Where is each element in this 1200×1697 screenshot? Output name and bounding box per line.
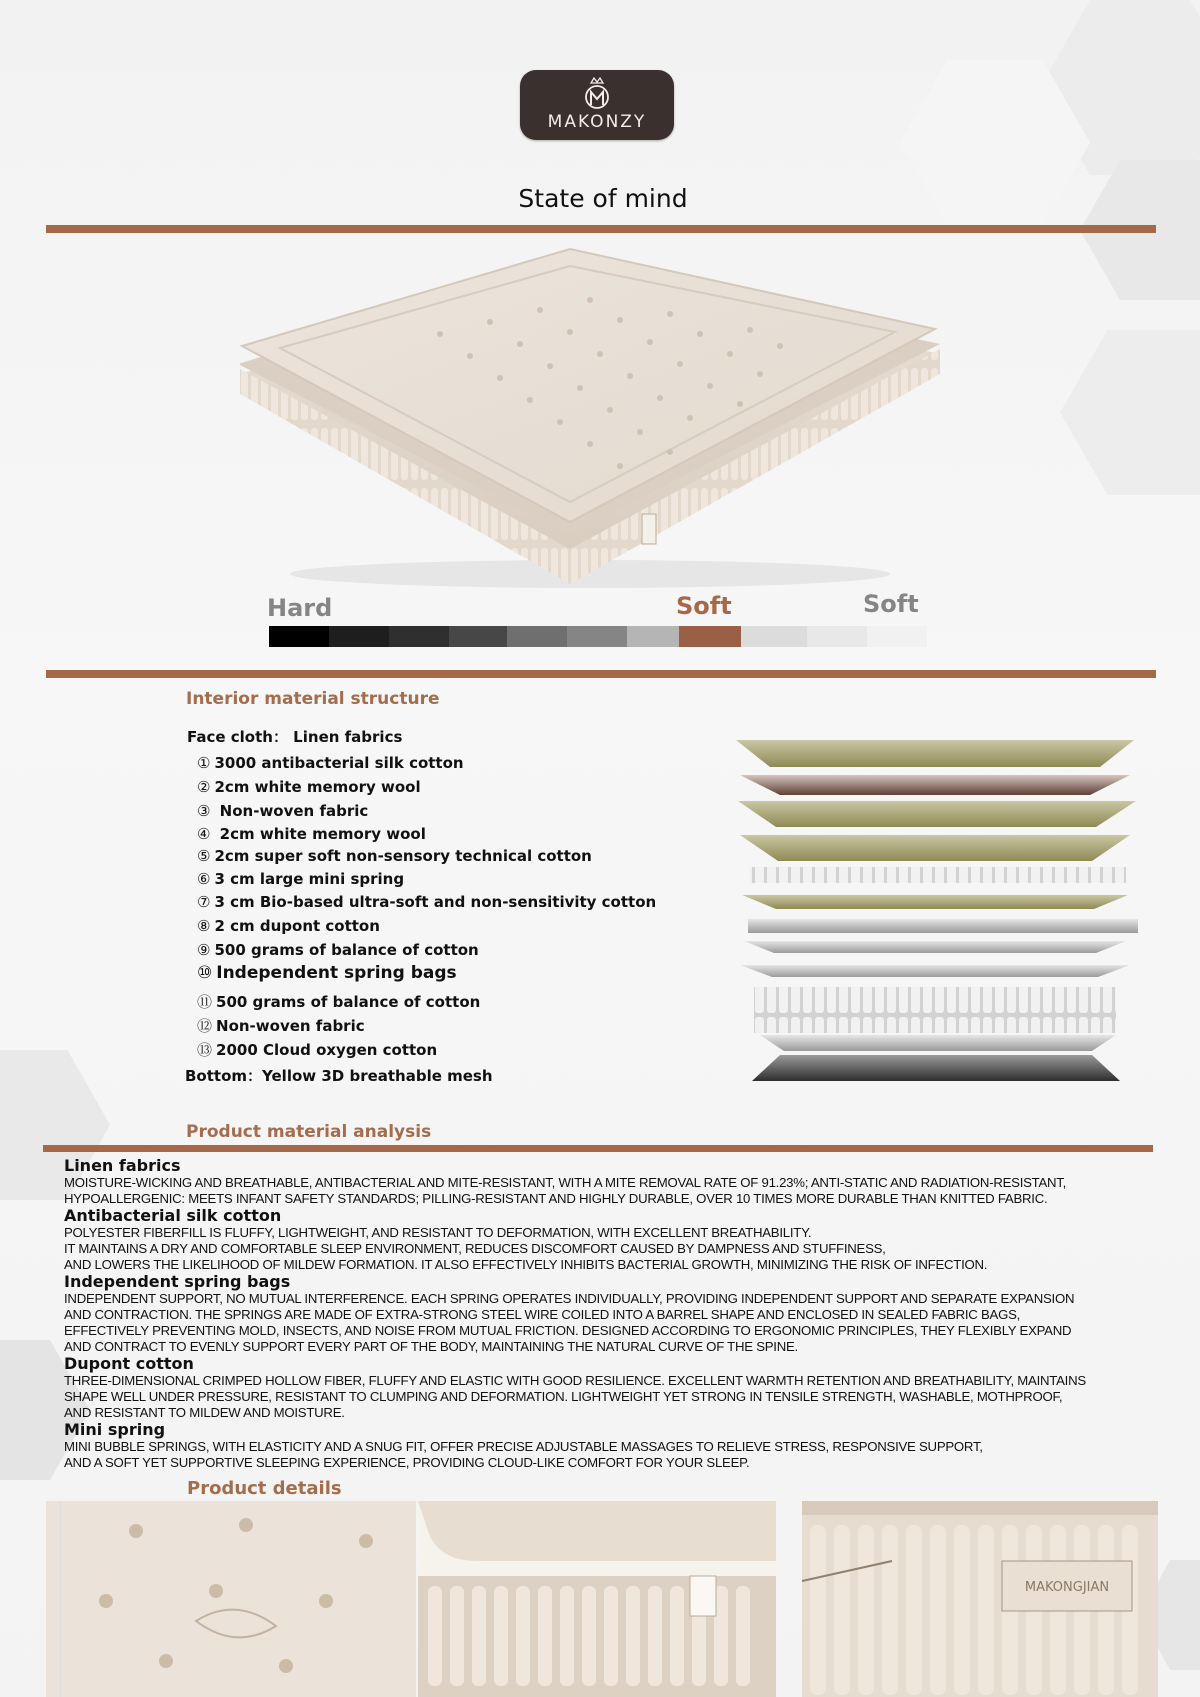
firmness-segment bbox=[507, 626, 567, 647]
structure-item-text: 2000 Cloud oxygen cotton bbox=[216, 1041, 438, 1059]
analysis-block bbox=[64, 1157, 1164, 1207]
analysis-block-line: THREE-DIMENSIONAL CRIMPED HOLLOW FIBER, FLUFFY AND ELASTIC WITH GOOD RESILIENCE. EXCELLENT WARMTH RETENTION AND BREATHABILITY, MAINTAINS bbox=[64, 1373, 1086, 1388]
analysis-block-line: AND CONTRACTION. THE SPRINGS ARE MADE OF EXTRA-STRONG STEEL WIRE COILED INTO A BARREL SHAPE AND ENCLOSED IN SEALED FABRIC BAGS, bbox=[64, 1307, 1021, 1322]
analysis-block-line: AND CONTRACT TO EVENLY SUPPORT EVERY PART OF THE BODY, MAINTAINING THE NATURAL CURVE OF THE SPINE. bbox=[64, 1339, 798, 1354]
analysis-block bbox=[64, 1207, 1164, 1273]
structure-item-number: ⑬ bbox=[197, 1041, 213, 1059]
analysis-block-line: INDEPENDENT SUPPORT, NO MUTUAL INTERFERENCE. EACH SPRING OPERATES INDIVIDUALLY, PROVIDING INDEPENDENT SUPPORT AND SEPARATE EXPANSION bbox=[64, 1291, 1075, 1306]
mattress-image bbox=[240, 244, 940, 594]
structure-item-number: ① bbox=[197, 754, 211, 772]
structure-item bbox=[197, 847, 592, 865]
structure-item bbox=[197, 754, 464, 772]
detail-photo-side bbox=[802, 1501, 1158, 1697]
analysis-block bbox=[64, 1273, 1164, 1355]
structure-item-text: 500 grams of balance of cotton bbox=[216, 993, 481, 1011]
analysis-block bbox=[64, 1355, 1164, 1421]
structure-item-number: ⑫ bbox=[197, 1017, 213, 1035]
structure-item bbox=[197, 825, 426, 843]
analysis-block-line: MOISTURE-WICKING AND BREATHABLE, ANTIBACTERIAL AND MITE-RESISTANT, WITH A MITE REMOVAL RATE OF 91.23%; ANTI-STATIC AND RADIATION-RESISTANT, bbox=[64, 1175, 1067, 1190]
brand-name: MAKONZY bbox=[547, 112, 647, 132]
analysis-block-title: Mini spring bbox=[64, 1420, 166, 1439]
structure-item bbox=[197, 1015, 365, 1036]
firmness-segment bbox=[567, 626, 627, 647]
bottom-label: Bottom：Yellow 3D breathable mesh bbox=[185, 1067, 493, 1085]
firmness-segment bbox=[807, 626, 867, 647]
structure-item bbox=[197, 1039, 437, 1060]
details-heading: Product details bbox=[187, 1478, 342, 1499]
firmness-scale bbox=[269, 626, 927, 647]
structure-item-text: 500 grams of balance of cotton bbox=[214, 941, 479, 959]
firmness-segment bbox=[329, 626, 389, 647]
firmness-segment bbox=[627, 626, 679, 647]
page-headline: State of mind bbox=[518, 184, 688, 213]
structure-item-text: 3 cm large mini spring bbox=[214, 870, 405, 888]
firmness-selected-label: Soft bbox=[676, 592, 732, 620]
structure-item-number: ⑪ bbox=[197, 993, 213, 1011]
divider bbox=[43, 1145, 1153, 1152]
structure-item-text: Independent spring bags bbox=[216, 963, 457, 983]
structure-item bbox=[197, 778, 421, 796]
divider bbox=[46, 670, 1156, 678]
background-hexagon bbox=[1060, 330, 1200, 495]
structure-item bbox=[197, 917, 380, 935]
detail-photo-label: MAKONGJIAN bbox=[1024, 1580, 1110, 1595]
structure-item bbox=[197, 963, 457, 983]
structure-item-text: Non-woven fabric bbox=[214, 802, 369, 820]
analysis-block-line: EFFECTIVELY PREVENTING MOLD, INSECTS, AND NOISE FROM MUTUAL FRICTION. DESIGNED ACCORDING TO ERGONOMIC PRINCIPLES, THEY FLEXIBLY EXPAND bbox=[64, 1323, 1072, 1338]
analysis-block-title: Linen fabrics bbox=[64, 1156, 181, 1175]
analysis-block-line: AND A SOFT YET SUPPORTIVE SLEEPING EXPERIENCE, PROVIDING CLOUD-LIKE COMFORT FOR YOUR SLEEP. bbox=[64, 1455, 750, 1470]
analysis-heading: Product material analysis bbox=[186, 1122, 432, 1142]
analysis-block-line: MINI BUBBLE SPRINGS, WITH ELASTICITY AND A SNUG FIT, OFFER PRECISE ADJUSTABLE MASSAGES TO RELIEVE STRESS, RESPONSIVE SUPPORT, bbox=[64, 1439, 983, 1454]
detail-photo-corner bbox=[418, 1501, 776, 1697]
layers-diagram bbox=[730, 735, 1140, 1095]
structure-item-number: ⑦ bbox=[197, 893, 211, 911]
face-cloth-label: Face cloth： Linen fabrics bbox=[187, 728, 403, 746]
firmness-segment bbox=[741, 626, 807, 647]
structure-item-text: Non-woven fabric bbox=[216, 1017, 365, 1035]
structure-item-text: 2 cm dupont cotton bbox=[214, 917, 380, 935]
structure-item-number: ⑨ bbox=[197, 941, 211, 959]
analysis-block-title: Dupont cotton bbox=[64, 1354, 194, 1373]
firmness-soft-label: Soft bbox=[863, 590, 919, 618]
structure-item bbox=[197, 802, 368, 820]
analysis-block-line: IT MAINTAINS A DRY AND COMFORTABLE SLEEP ENVIRONMENT, REDUCES DISCOMFORT CAUSED BY DAMPNESS AND STUFFINESS, bbox=[64, 1241, 886, 1256]
analysis-section bbox=[64, 1157, 1164, 1471]
structure-item-text: 2cm super soft non-sensory technical cotton bbox=[214, 847, 592, 865]
detail-photo-top bbox=[46, 1501, 416, 1697]
structure-item-number: ⑩ bbox=[197, 963, 213, 983]
analysis-block-line: HYPOALLERGENIC: MEETS INFANT SAFETY STANDARDS; PILLING-RESISTANT AND HIGHLY DURABLE, OVER 10 TIMES MORE DURABLE THAN KNITTED FABRIC. bbox=[64, 1191, 1048, 1206]
structure-item bbox=[197, 991, 480, 1012]
structure-item-text: 2cm white memory wool bbox=[214, 778, 421, 796]
structure-item-number: ⑥ bbox=[197, 870, 211, 888]
structure-item-number: ③ bbox=[197, 802, 211, 820]
analysis-block-line: POLYESTER FIBERFILL IS FLUFFY, LIGHTWEIGHT, AND RESISTANT TO DEFORMATION, WITH EXCELLENT BREATHABILITY. bbox=[64, 1225, 812, 1240]
structure-item bbox=[197, 893, 656, 911]
divider bbox=[46, 225, 1156, 233]
structure-item bbox=[197, 870, 404, 888]
structure-heading: Interior material structure bbox=[186, 689, 440, 709]
analysis-block bbox=[64, 1421, 1164, 1471]
analysis-block-line: AND RESISTANT TO MILDEW AND MOISTURE. bbox=[64, 1405, 345, 1420]
structure-item-number: ④ bbox=[197, 825, 211, 843]
analysis-block-line: SHAPE WELL UNDER PRESSURE, RESISTANT TO CLUMPING AND DEFORMATION. LIGHTWEIGHT YET STRONG IN TENSILE STRENGTH, WASHABLE, MOTHPROOF, bbox=[64, 1389, 1063, 1404]
analysis-block-title: Independent spring bags bbox=[64, 1272, 291, 1291]
structure-item-text: 3 cm Bio-based ultra-soft and non-sensitivity cotton bbox=[214, 893, 657, 911]
analysis-block-line: AND LOWERS THE LIKELIHOOD OF MILDEW FORMATION. IT ALSO EFFECTIVELY INHIBITS BACTERIAL GROWTH, MINIMIZING THE RISK OF INFECTION. bbox=[64, 1257, 988, 1272]
structure-item-text: 2cm white memory wool bbox=[214, 825, 426, 843]
structure-item bbox=[197, 941, 479, 959]
structure-item-number: ② bbox=[197, 778, 211, 796]
firmness-segment bbox=[449, 626, 507, 647]
firmness-segment bbox=[679, 626, 741, 647]
firmness-segment bbox=[389, 626, 449, 647]
brand-logo bbox=[520, 70, 674, 140]
firmness-segment bbox=[867, 626, 927, 647]
firmness-segment bbox=[269, 626, 329, 647]
analysis-block-title: Antibacterial silk cotton bbox=[64, 1206, 282, 1225]
crown-m-icon bbox=[582, 75, 612, 115]
structure-item-number: ⑤ bbox=[197, 847, 211, 865]
firmness-hard-label: Hard bbox=[267, 594, 333, 622]
structure-item-number: ⑧ bbox=[197, 917, 211, 935]
structure-item-text: 3000 antibacterial silk cotton bbox=[214, 754, 464, 772]
